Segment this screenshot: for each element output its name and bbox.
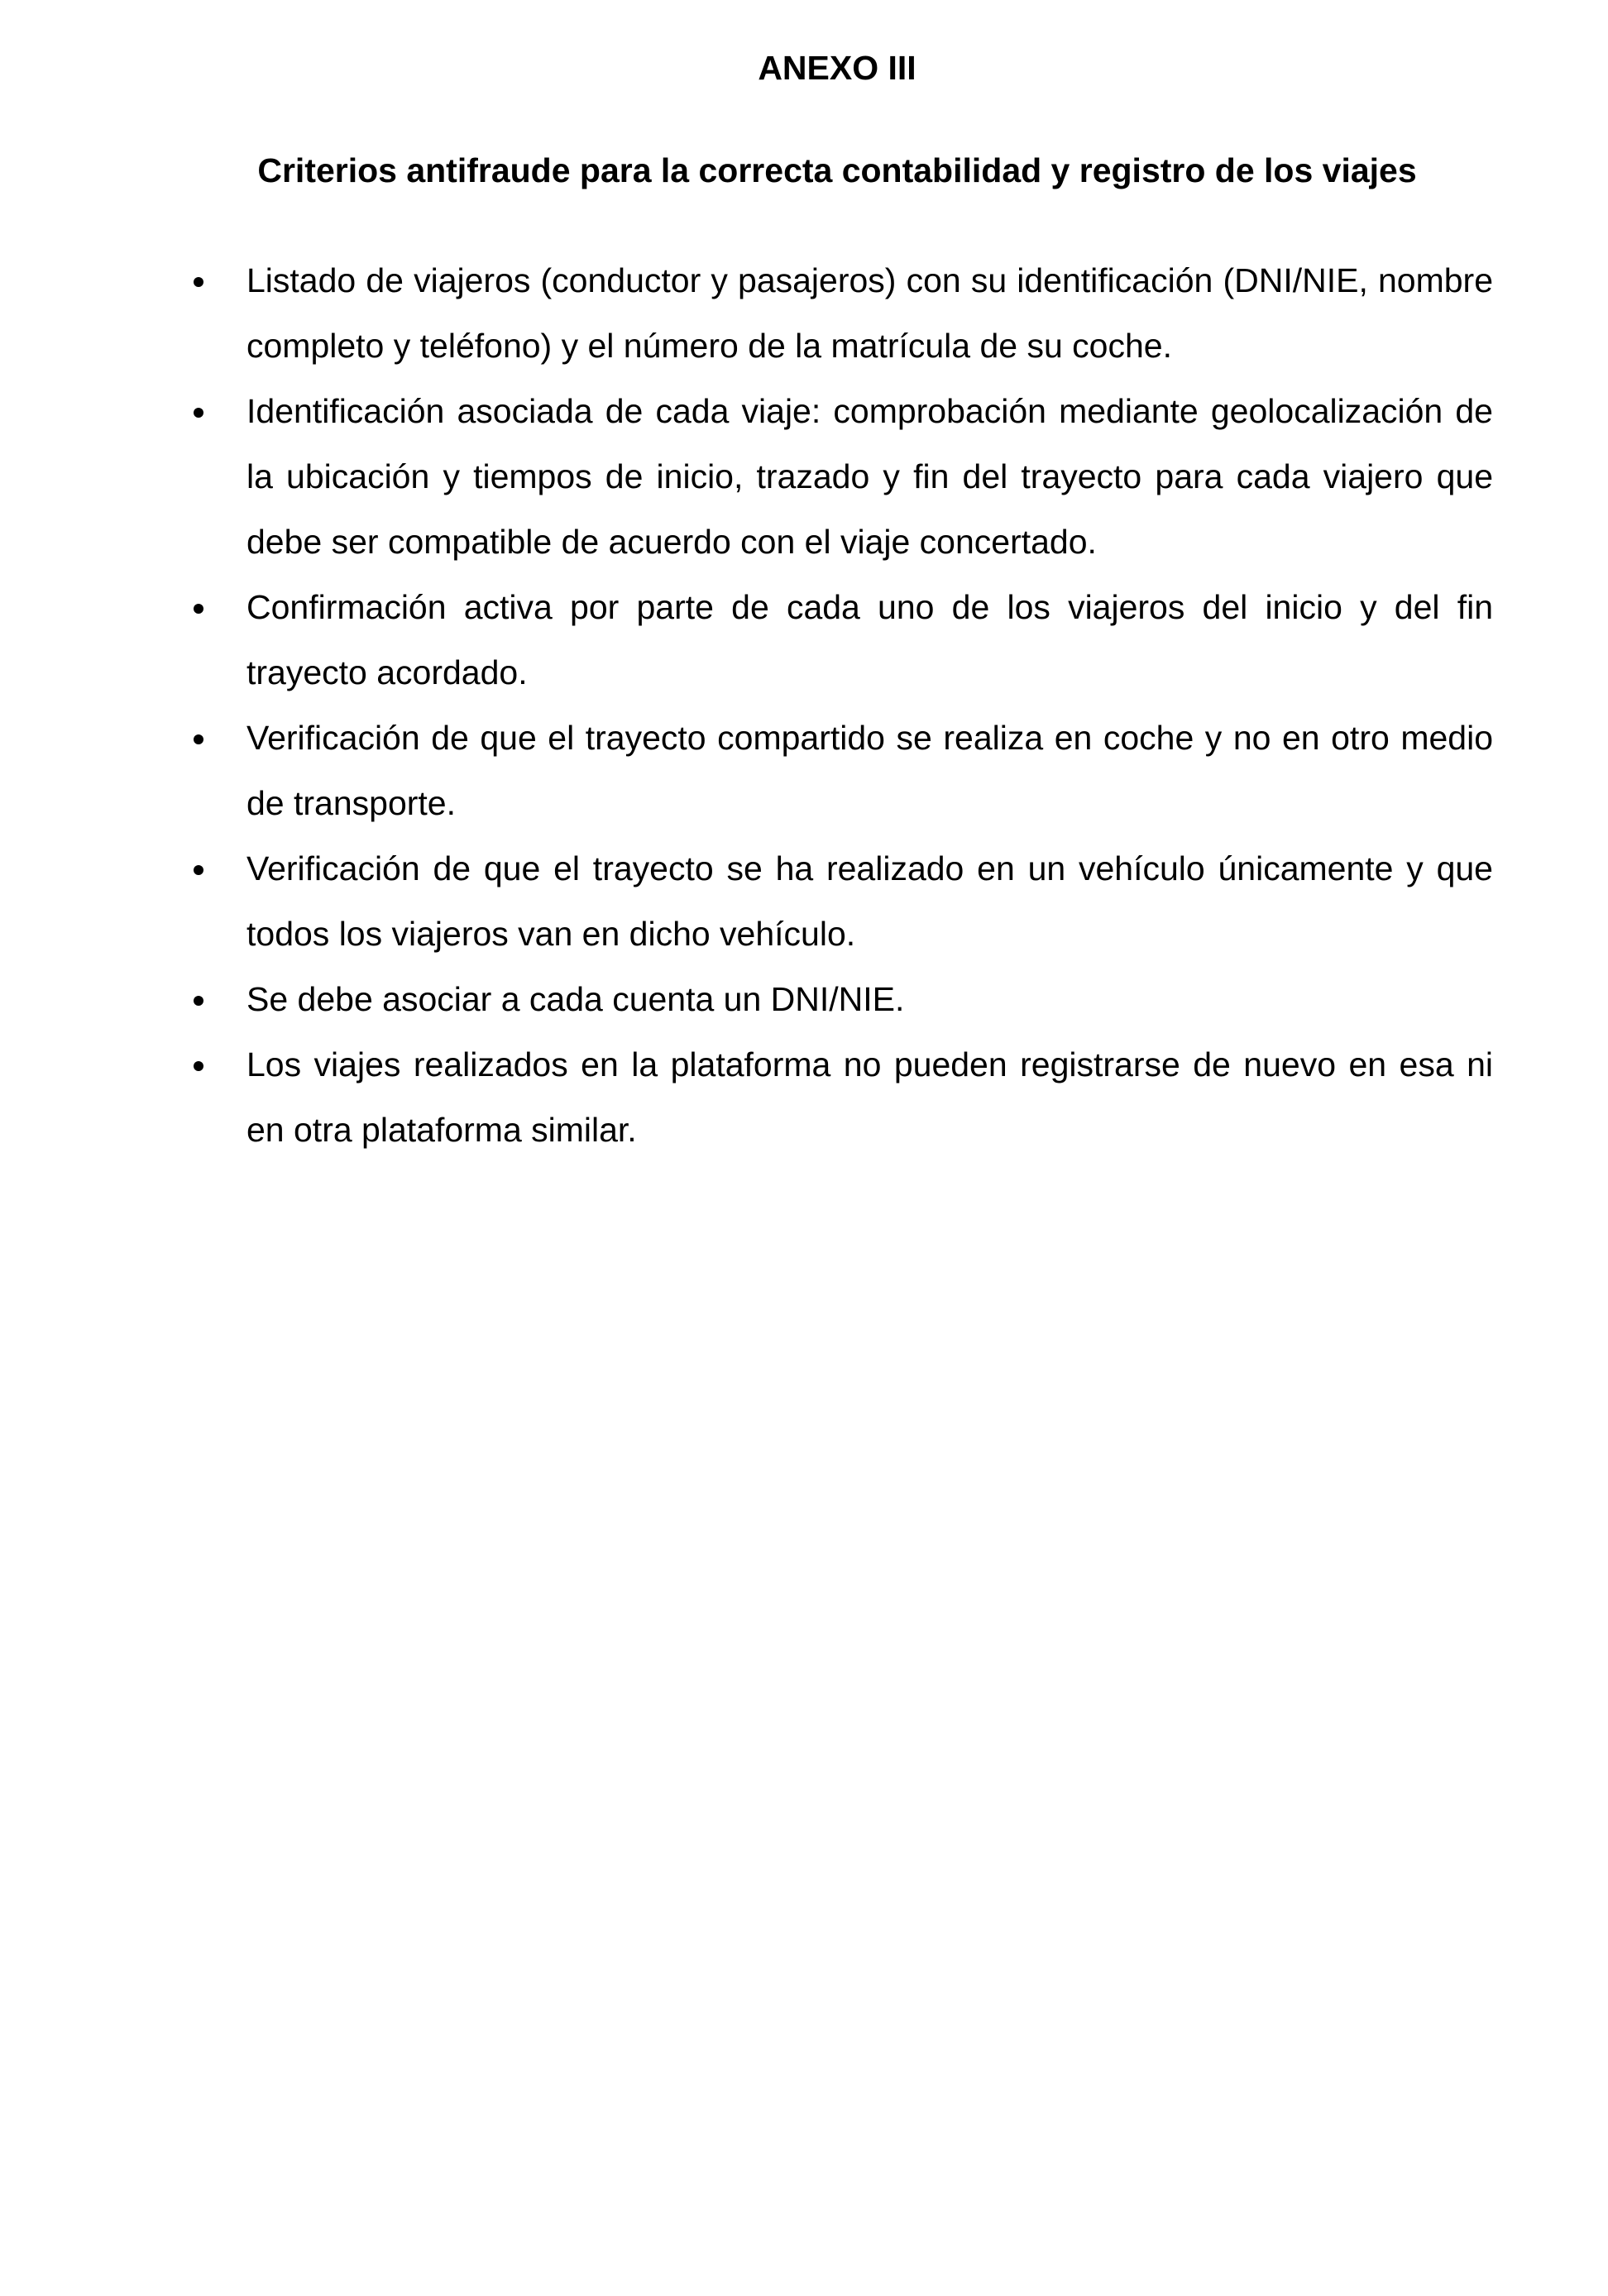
bullet-icon [194, 734, 203, 744]
bullet-icon [194, 408, 203, 418]
document-subtitle: Criterios antifraude para la correcta contabilidad y registro de los viajes [257, 151, 1417, 189]
list-item [194, 836, 1493, 967]
list-item-text: Listado de viajeros (conductor y pasajeros) con su identificación (DNI/NIE, nombre completo y teléfono) y el número de la matrícula de su coche. [246, 261, 1493, 365]
bullet-icon [194, 1061, 203, 1071]
list-item [194, 1032, 1493, 1163]
list-item-text: Los viajes realizados en la plataforma no pueden registrarse de nuevo en esa ni en otra plataforma similar. [246, 1045, 1493, 1149]
bullet-icon [194, 604, 203, 614]
list-item-text: Se debe asociar a cada cuenta un DNI/NIE. [246, 980, 905, 1018]
list-item [194, 706, 1493, 836]
list-item [194, 248, 1493, 379]
bullet-icon [194, 865, 203, 875]
list-item-text: Identificación asociada de cada viaje: comprobación mediante geolocalización de la ubicación y tiempos de inicio, trazado y fin del trayecto para cada viajero que debe ser compatible de acuerdo con el viaje concertado. [246, 392, 1493, 561]
list-item-text: Verificación de que el trayecto compartido se realiza en coche y no en otro medio de transporte. [246, 719, 1493, 822]
list-item-text: Verificación de que el trayecto se ha realizado en un vehículo únicamente y que todos los viajeros van en dicho vehículo. [246, 849, 1493, 953]
list-item [194, 379, 1493, 575]
bullet-icon [194, 996, 203, 1006]
list-item-text: Confirmación activa por parte de cada uno de los viajeros del inicio y del fin trayecto acordado. [246, 588, 1493, 691]
list-item [194, 967, 1493, 1032]
annex-title: ANEXO III [758, 49, 916, 87]
list-item [194, 575, 1493, 706]
bullet-icon [194, 277, 203, 287]
criteria-list [194, 248, 1493, 1163]
